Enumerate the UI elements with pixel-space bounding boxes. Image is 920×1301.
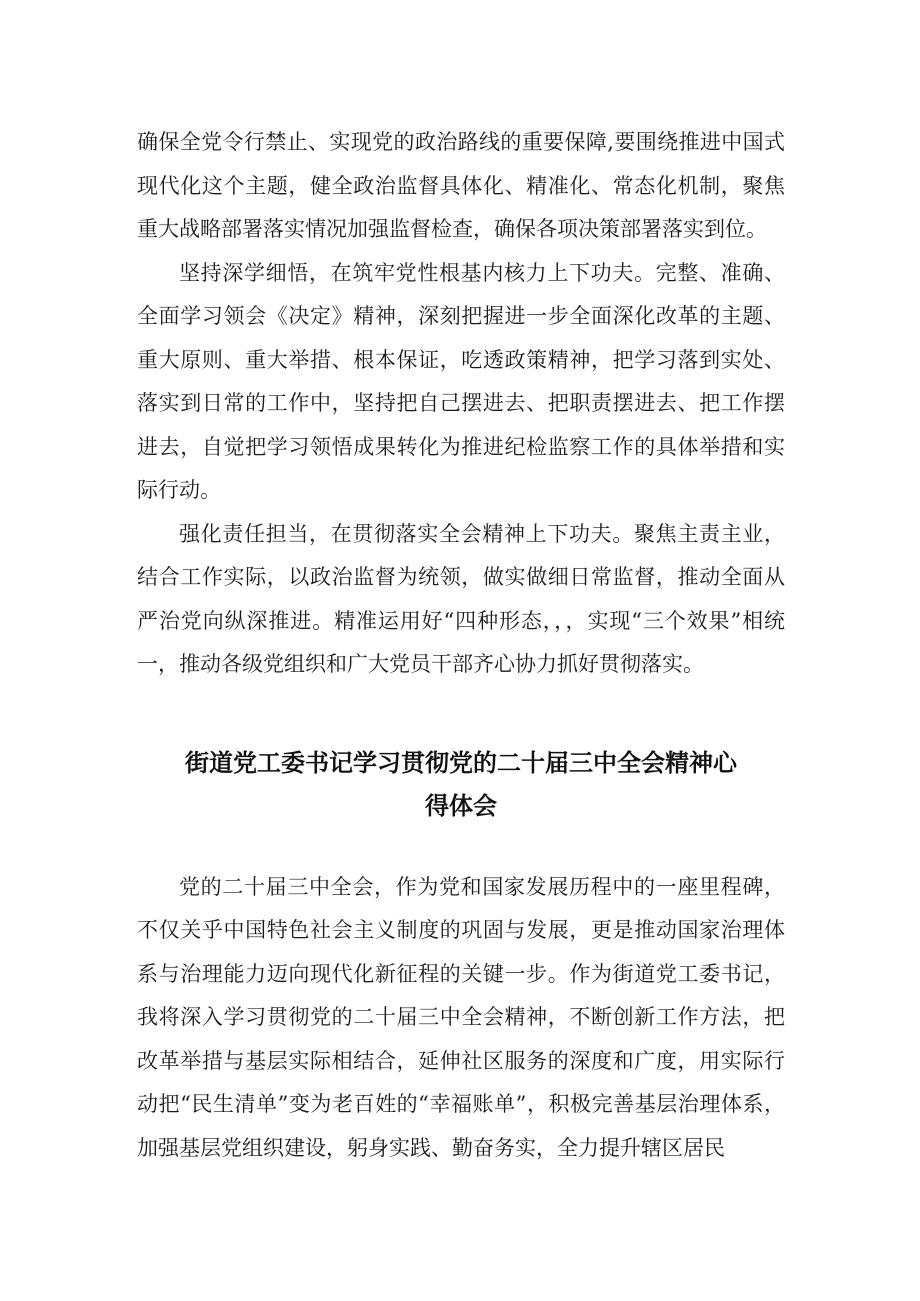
document-body (137, 121, 785, 1170)
article-title-line-1: 街道党工委书记学习贯彻党的二十届三中全会精神心 (185, 748, 737, 777)
paragraph-responsibility: 强化责任担当，在贯彻落实全会精神上下功夫。聚焦主责主业，结合工作实际，以政治监督为统领，做实做细日常监督，推动全面从严治党向纵深推进。精准运用好“四种形态，，，实现“三个效果”相统一，推动各级党组织和广大党员干部齐心协力抓好贯彻落实。 (137, 521, 785, 676)
paragraph-study: 坚持深学细悟，在筑牢党性根基内核力上下功夫。完整、准确、全面学习领会《决定》精神，深刻把握进一步全面深化改革的主题、重大原则、重大举措、根本保证，吃透政策精神，把学习落到实处、落实到日常的工作中，坚持把自己摆进去、把职责摆进去、把工作摆进去，自觉把学习领悟成果转化为推进纪检监察工作的具体举措和实际行动。 (137, 260, 785, 502)
paragraph-intro: 党的二十届三中全会，作为党和国家发展历程中的一座里程碑，不仅关乎中国特色社会主义制度的巩固与发展，更是推动国家治理体系与治理能力迈向现代化新征程的关键一步。作为街道党工委书记，我将深入学习贯彻党的二十届三中全会精神，不断创新工作方法，把改革举措与基层实际相结合，延伸社区服务的深度和广度，用实际行动把“民生清单”变为老百姓的“幸福账单”，积极完善基层治理体系，加强基层党组织建设，躬身实践、勤奋务实，全力提升辖区居民 (137, 874, 785, 1160)
title-spacer (137, 828, 785, 866)
article-title (137, 742, 785, 828)
paragraph-continuation: 确保全党令行禁止、实现党的政治路线的重要保障,要围绕推进中国式现代化这个主题，健全政治监督具体化、精准化、常态化机制，聚焦重大战略部署落实情况加强监督检查，确保各项决策部署落实到位。 (137, 130, 785, 241)
article-title-line-2: 得体会 (425, 791, 497, 820)
